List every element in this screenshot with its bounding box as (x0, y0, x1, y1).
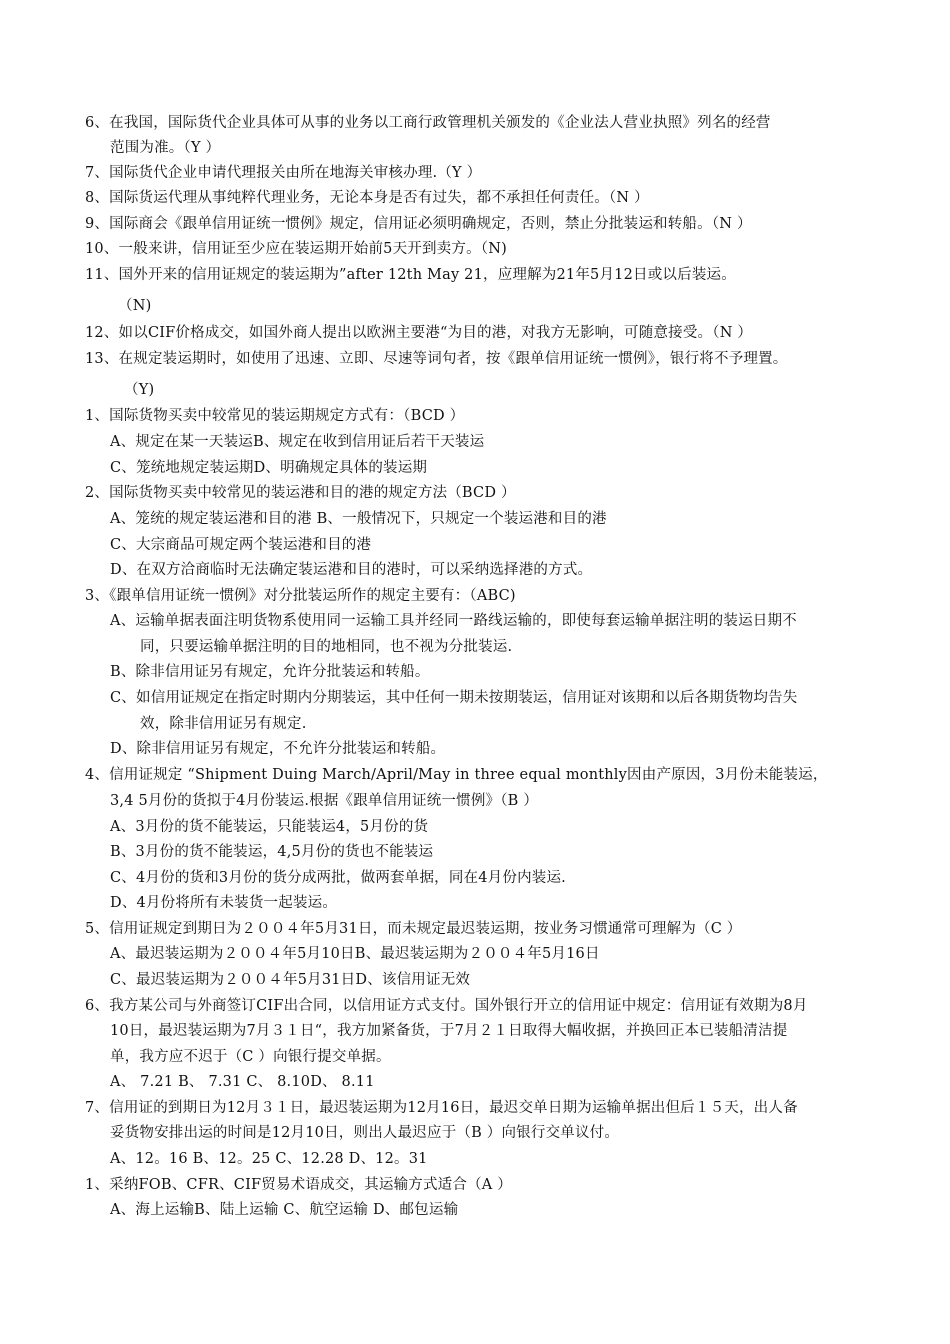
text-line: 13、在规定装运期时，如使用了迅速、立即、尽速等词句者，按《跟单信用证统一惯例》，银行将不予理置。 (85, 351, 788, 367)
text-line: （N) (118, 298, 152, 314)
text-line: A、笼统的规定装运港和目的港 B、一般情况下，只规定一个装运港和目的港 (110, 511, 607, 527)
text-line: C、最迟装运期为２００４年5月31日D、该信用证无效 (110, 972, 471, 988)
text-line: A、运输单据表面注明货物系使用同一运输工具并经同一路线运输的，即使每套运输单据注明的装运日期不 (110, 613, 797, 629)
text-line: 1、国际货物买卖中较常见的装运期规定方式有：（BCD ） (85, 408, 465, 424)
text-line: A、规定在某一天装运B、规定在收到信用证后若干天装运 (110, 434, 485, 450)
text-line: 10日，最迟装运期为7月３１日“，我方加紧备货，于7月２１日取得大幅收据，并换回正本已装船清洁提 (110, 1023, 788, 1039)
text-line: 10、一般来讲，信用证至少应在装运期开始前5天开到卖方。（N) (85, 241, 507, 257)
text-line: A、海上运输B、陆上运输 C、航空运输 D、邮包运输 (110, 1202, 459, 1218)
text-line: 11、国外开来的信用证规定的装运期为”after 12th May 21，应理解为21年5月12日或以后装运。 (85, 267, 736, 283)
text-line: C、笼统地规定装运期D、明确规定具体的装运期 (110, 460, 428, 476)
text-line: C、如信用证规定在指定时期内分期装运，其中任何一期未按期装运，信用证对该期和以后各期货物均告失 (110, 690, 798, 706)
text-line: C、大宗商品可规定两个装运港和目的港 (110, 537, 372, 553)
text-line: （Y) (124, 382, 155, 398)
text-line: 3、《跟单信用证统一惯例》对分批装运所作的规定主要有：（ABC) (85, 588, 516, 604)
text-line: A、最迟装运期为２００４年5月10日B、最迟装运期为２００４年5月16日 (110, 946, 600, 962)
text-line: 4、信用证规定 “Shipment Duing March/April/May in three equal monthly因由产原因，3月份未能装运， (85, 767, 828, 783)
text-line: 8、国际货运代理从事纯粹代理业务，无论本身是否有过失，都不承担任何责任。（N ） (85, 190, 649, 206)
text-line: 效，除非信用证另有规定. (140, 716, 307, 732)
text-line: 3,4 5月份的货拟于4月份装运.根据《跟单信用证统一惯例》（B ） (110, 793, 539, 809)
text-line: 单，我方应不迟于（C ）向银行提交单据。 (110, 1049, 391, 1065)
text-line: 12、如以CIF价格成交，如国外商人提出以欧洲主要港“为目的港，对我方无影响，可随意接受。（N ） (85, 325, 753, 341)
text-line: D、在双方洽商临时无法确定装运港和目的港时，可以采纳选择港的方式。 (110, 562, 593, 578)
text-line: 9、国际商会《跟单信用证统一惯例》规定，信用证必须明确规定，否则，禁止分批装运和转船。（N ） (85, 216, 752, 232)
text-line: B、除非信用证另有规定，允许分批装运和转船。 (110, 664, 430, 680)
text-line: 2、国际货物买卖中较常见的装运港和目的港的规定方法（BCD ） (85, 485, 516, 501)
text-line: A、3月份的货不能装运，只能装运4，5月份的货 (110, 819, 429, 835)
text-line: A、 7.21 B、 7.31 C、 8.10D、 8.11 (110, 1074, 375, 1090)
text-line: D、4月份将所有未装货一起装运。 (110, 895, 338, 911)
text-line: 6、我方某公司与外商签订CIF出合同，以信用证方式支付。国外银行开立的信用证中规定：信用证有效期为8月 (85, 998, 808, 1014)
text-line: 7、国际货代企业申请代理报关由所在地海关审核办理.（Y ） (85, 165, 482, 181)
text-line: 7、信用证的到期日为12月３１日，最迟装运期为12月16日，最迟交单日期为运输单据出但后１５天，出人备 (85, 1100, 798, 1116)
text-line: 范围为准。（Y ） (110, 140, 221, 156)
text-line: 1、采纳FOB、CFR、CIF贸易术语成交，其运输方式适合（A ） (85, 1177, 512, 1193)
text-line: 5、信用证规定到期日为２００４年5月31日，而未规定最迟装运期，按业务习惯通常可理解为（C ） (85, 921, 742, 937)
text-line: D、除非信用证另有规定，不允许分批装运和转船。 (110, 741, 446, 757)
text-line: 6、在我国，国际货代企业具体可从事的业务以工商行政管理机关颁发的《企业法人营业执照》列名的经营 (85, 115, 771, 131)
text-line: 妥货物安排出运的时间是12月10日，则出人最迟应于（B ）向银行交单议付。 (110, 1125, 620, 1141)
text-line: B、3月份的货不能装运，4,5月份的货也不能装运 (110, 844, 434, 860)
text-line: 同，只要运输单据注明的目的地相同，也不视为分批装运. (140, 639, 513, 655)
text-line: C、4月份的货和3月份的货分成两批，做两套单据，同在4月份内装运. (110, 870, 566, 886)
text-line: A、12。16 B、12。25 C、12.28 D、12。31 (110, 1151, 428, 1167)
